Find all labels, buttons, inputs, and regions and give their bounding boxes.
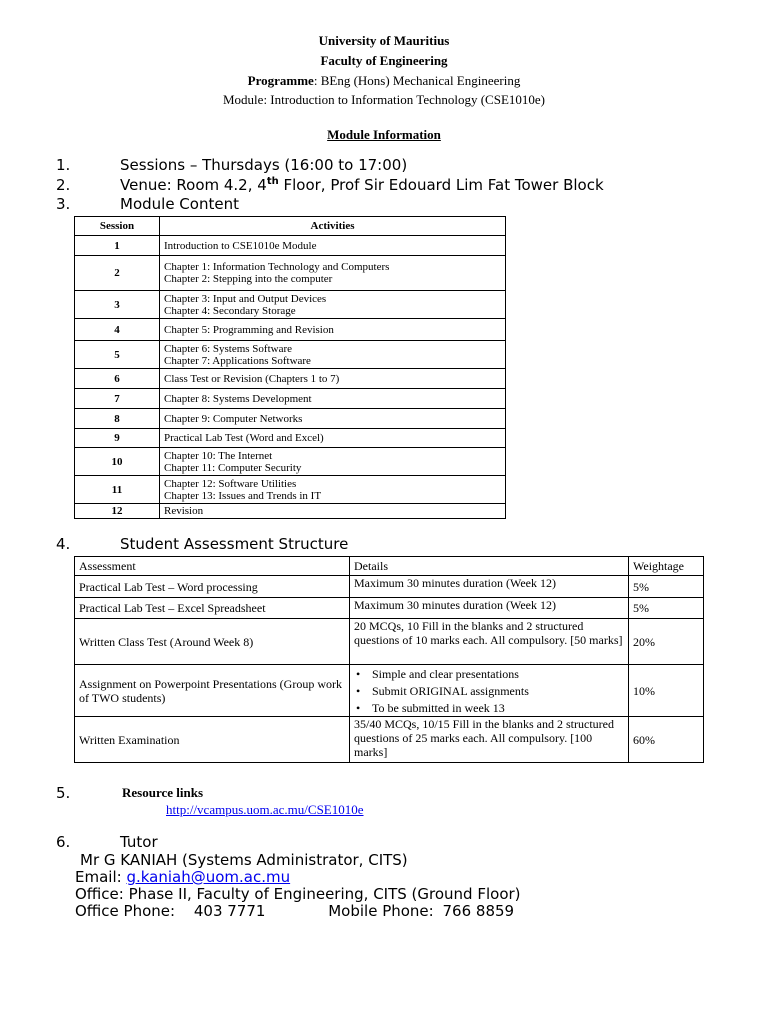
session-number: 4 xyxy=(75,319,160,341)
session-number: 7 xyxy=(75,389,160,409)
session-activity xyxy=(160,236,506,256)
section-1-number: 1. xyxy=(56,156,71,174)
activity-line: Chapter 11: Computer Security xyxy=(164,461,302,474)
activity-line: Chapter 3: Input and Output Devices xyxy=(164,292,327,305)
table-row xyxy=(75,504,506,519)
module-line: Module: Introduction to Information Technology (CSE1010e) xyxy=(223,92,545,107)
bullet-item: • To be submitted in week 13 xyxy=(372,701,624,715)
session-activity xyxy=(160,429,506,448)
university-name: University of Mauritius xyxy=(318,33,450,48)
section-4-number: 4. xyxy=(56,535,71,553)
venue-superscript: th xyxy=(266,176,279,187)
assessment-bullet-list xyxy=(354,667,624,715)
bullet-item: • Simple and clear presentations xyxy=(372,667,624,681)
table-header-activities: Activities xyxy=(160,217,506,236)
activity-line: Revision xyxy=(164,505,204,517)
session-number: 1 xyxy=(75,236,160,256)
assessment-details: Maximum 30 minutes duration (Week 12) xyxy=(350,576,629,598)
section-5-resource-links: Resource links xyxy=(122,785,204,800)
mobile-phone: 766 8859 xyxy=(442,902,515,920)
faculty-name: Faculty of Engineering xyxy=(320,53,448,68)
section-3-module-content: Module Content xyxy=(120,195,239,213)
session-activity xyxy=(160,291,506,319)
session-number: 10 xyxy=(75,448,160,476)
venue-text-a: Venue: Room 4.2, 4 xyxy=(120,176,267,194)
assessment-weight: 60% xyxy=(629,717,704,763)
table-row xyxy=(75,291,506,319)
assessment-weight: 20% xyxy=(629,619,704,665)
session-number: 8 xyxy=(75,409,160,429)
activity-line: Chapter 1: Information Technology and Computers xyxy=(164,261,390,273)
table-row xyxy=(75,369,506,389)
session-activity xyxy=(160,448,506,476)
email-label: Email: xyxy=(75,868,127,886)
assessment-name: Written Examination xyxy=(75,717,350,763)
session-number: 5 xyxy=(75,341,160,369)
assessment-details: Maximum 30 minutes duration (Week 12) xyxy=(350,598,629,619)
tutor-phones xyxy=(75,902,514,920)
section-2-venue xyxy=(120,176,604,194)
table-row xyxy=(75,598,704,619)
table-row xyxy=(75,619,704,665)
section-6-number: 6. xyxy=(56,833,71,851)
activity-line: Chapter 10: The Internet xyxy=(164,449,273,462)
module-info-title: Module Information xyxy=(327,127,441,142)
assessment-name: Written Class Test (Around Week 8) xyxy=(75,619,350,665)
activity-line: Introduction to CSE1010e Module xyxy=(164,239,317,252)
table-header-details: Details xyxy=(350,557,629,576)
activity-line: Chapter 12: Software Utilities xyxy=(164,477,297,490)
assessment-name: Practical Lab Test – Word processing xyxy=(75,576,350,598)
table-header-session: Session xyxy=(75,217,160,236)
session-number: 3 xyxy=(75,291,160,319)
activity-line: Chapter 6: Systems Software xyxy=(164,342,293,355)
activity-line: Chapter 2: Stepping into the computer xyxy=(164,273,333,285)
assessment-details: 35/40 MCQs, 10/15 Fill in the blanks and 2 structured questions of 25 marks each. All compulsory. [100 marks] xyxy=(350,717,629,763)
table-row xyxy=(75,717,704,763)
tutor-email-link[interactable]: g.kaniah@uom.ac.mu xyxy=(126,868,291,886)
session-activity xyxy=(160,389,506,409)
session-number: 2 xyxy=(75,256,160,291)
section-1-sessions: Sessions – Thursdays (16:00 to 17:00) xyxy=(120,156,408,174)
activity-line: Chapter 9: Computer Networks xyxy=(164,412,303,425)
section-6-tutor: Tutor xyxy=(120,833,158,851)
office-phone: 403 7771 xyxy=(193,902,266,920)
activity-line: Chapter 7: Applications Software xyxy=(164,354,311,367)
table-row xyxy=(75,476,506,504)
section-5-number: 5. xyxy=(56,784,71,802)
assessment-weight: 5% xyxy=(629,576,704,598)
tutor-email-line xyxy=(75,868,290,886)
session-number: 12 xyxy=(75,504,160,519)
session-activity xyxy=(160,341,506,369)
tutor-name: Mr G KANIAH (Systems Administrator, CITS) xyxy=(80,851,408,869)
session-activity xyxy=(160,409,506,429)
session-number: 9 xyxy=(75,429,160,448)
tutor-office: Office: Phase II, Faculty of Engineering, CITS (Ground Floor) xyxy=(75,885,521,903)
table-row xyxy=(75,236,506,256)
session-activity xyxy=(160,476,506,504)
bullet-item: • Submit ORIGINAL assignments xyxy=(372,684,624,698)
table-row xyxy=(75,409,506,429)
table-row xyxy=(75,448,506,476)
table-row xyxy=(75,319,506,341)
module-content-table xyxy=(74,216,506,519)
assessment-name: Practical Lab Test – Excel Spreadsheet xyxy=(75,598,350,619)
office-phone-label: Office Phone: xyxy=(75,902,176,920)
resource-link[interactable]: http://vcampus.uom.ac.mu/CSE1010e xyxy=(166,802,364,817)
session-number: 6 xyxy=(75,369,160,389)
assessment-details xyxy=(350,665,629,717)
assessment-weight: 10% xyxy=(629,665,704,717)
session-number: 11 xyxy=(75,476,160,504)
activity-line: Chapter 13: Issues and Trends in IT xyxy=(164,489,322,502)
table-row xyxy=(75,665,704,717)
table-row xyxy=(75,429,506,448)
table-header-assessment: Assessment xyxy=(75,557,350,576)
assessment-table xyxy=(74,556,704,763)
section-4-assessment-title: Student Assessment Structure xyxy=(120,535,349,553)
section-2-number: 2. xyxy=(56,176,71,194)
session-activity xyxy=(160,504,506,519)
session-activity xyxy=(160,369,506,389)
programme-value: : BEng (Hons) Mechanical Engineering xyxy=(313,73,521,88)
programme-label: Programme xyxy=(247,73,314,88)
activity-line: Chapter 5: Programming and Revision xyxy=(164,323,334,336)
activity-line: Chapter 8: Systems Development xyxy=(164,392,312,405)
activity-line: Class Test or Revision (Chapters 1 to 7) xyxy=(164,372,340,385)
activity-line: Chapter 4: Secondary Storage xyxy=(164,304,296,317)
session-activity xyxy=(160,319,506,341)
assessment-details: 20 MCQs, 10 Fill in the blanks and 2 structured questions of 10 marks each. All compulsory. [50 marks] xyxy=(350,619,629,665)
mobile-phone-label: Mobile Phone: xyxy=(328,902,434,920)
table-header-weightage: Weightage xyxy=(629,557,704,576)
assessment-weight: 5% xyxy=(629,598,704,619)
activity-line: Practical Lab Test (Word and Excel) xyxy=(164,432,324,444)
table-row xyxy=(75,576,704,598)
venue-text-b: Floor, Prof Sir Edouard Lim Fat Tower Block xyxy=(278,176,604,194)
programme-line xyxy=(0,73,768,89)
session-activity xyxy=(160,256,506,291)
section-3-number: 3. xyxy=(56,195,71,213)
table-row xyxy=(75,389,506,409)
table-row xyxy=(75,341,506,369)
assessment-name: Assignment on Powerpoint Presentations (Group work of TWO students) xyxy=(75,665,350,717)
table-row xyxy=(75,256,506,291)
